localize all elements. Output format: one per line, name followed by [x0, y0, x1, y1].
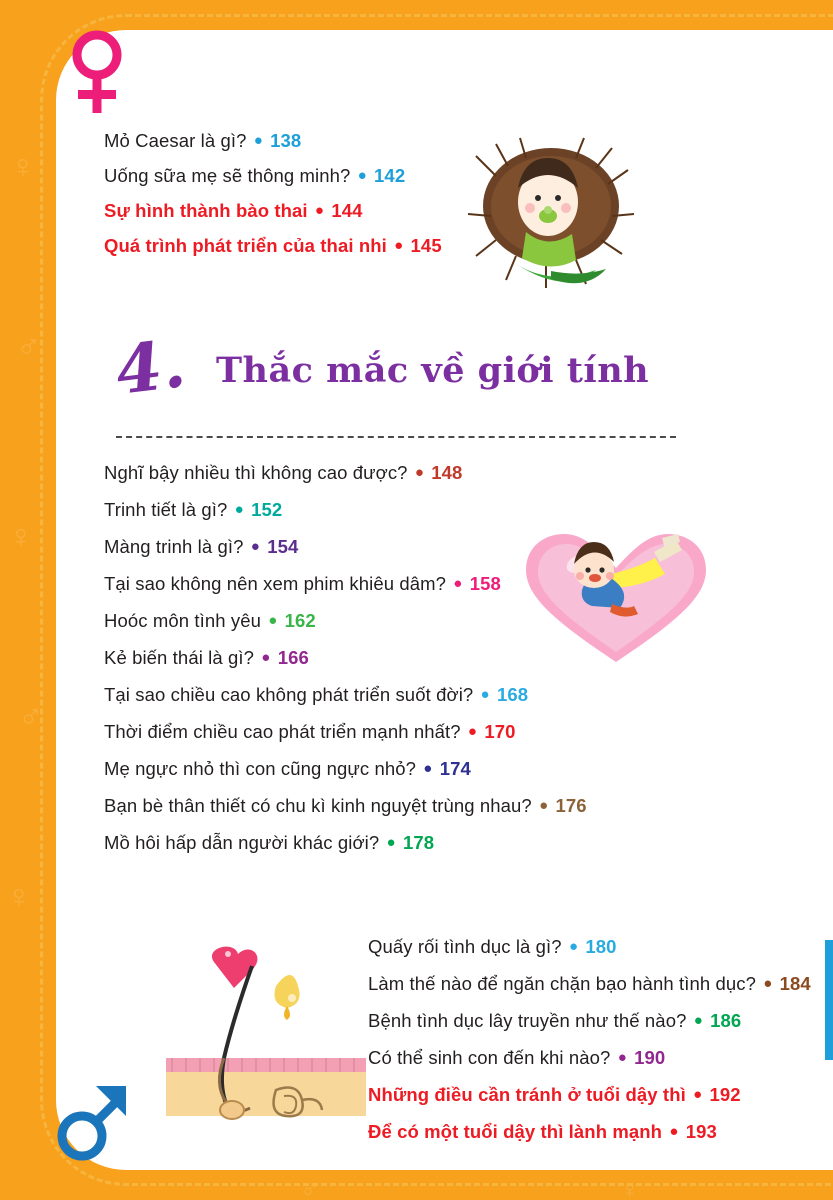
child-lying-on-heart-illustration	[516, 512, 716, 672]
background-male-symbol: ♂	[18, 698, 44, 736]
toc-entry-title: Để có một tuổi dậy thì lành mạnh	[368, 1121, 663, 1142]
toc-entry[interactable]	[104, 758, 587, 780]
toc-entry-title: Làm thế nào để ngăn chặn bạo hành tình dục?	[368, 973, 756, 994]
toc-entry-title: Bạn bè thân thiết có chu kì kinh nguyệt trùng nhau?	[104, 795, 532, 816]
toc-entry-title: Uống sữa mẹ sẽ thông minh?	[104, 165, 351, 186]
toc-entry-title: Thời điểm chiều cao phát triển mạnh nhất?	[104, 721, 461, 742]
toc-entry[interactable]	[368, 936, 811, 958]
bullet-dot-icon: ●	[268, 612, 278, 629]
toc-entry-page: 145	[410, 235, 442, 256]
toc-entry-title: Hoóc môn tình yêu	[104, 610, 261, 631]
bullet-dot-icon: ●	[261, 649, 271, 666]
bullet-dot-icon: ●	[617, 1049, 627, 1066]
toc-entry[interactable]	[104, 462, 587, 484]
toc-entry[interactable]	[104, 165, 442, 187]
toc-entry-page: 166	[277, 647, 309, 668]
toc-entry-page: 154	[267, 536, 299, 557]
toc-entry-page: 168	[496, 684, 529, 705]
toc-entry-page: 148	[431, 462, 463, 483]
toc-entry-page: 138	[270, 130, 302, 151]
toc-entry[interactable]	[104, 721, 587, 743]
toc-entry-title: Bệnh tình dục lây truyền như thế nào?	[368, 1010, 687, 1031]
toc-entry-title: Quấy rối tình dục là gì?	[368, 936, 562, 957]
toc-entry-page: 186	[710, 1010, 742, 1031]
toc-entry[interactable]	[368, 1047, 811, 1069]
bullet-dot-icon: ●	[314, 202, 325, 219]
toc-entry-page: 142	[374, 165, 406, 186]
toc-entry-page: 190	[634, 1047, 666, 1068]
background-female-symbol: ♀	[8, 518, 34, 556]
bullet-dot-icon: ●	[253, 132, 263, 149]
chapter-number: 4.	[111, 324, 190, 410]
toc-entry[interactable]	[104, 235, 442, 257]
section-divider	[116, 436, 676, 438]
toc-entry-page: 192	[709, 1084, 741, 1105]
toc-group-bottom	[368, 936, 811, 1158]
toc-entry[interactable]	[104, 499, 587, 521]
background-female-symbol: ♀	[10, 148, 36, 186]
toc-entry-title: Mồ hôi hấp dẫn người khác giới?	[104, 832, 380, 853]
toc-entry-page: 162	[284, 610, 316, 631]
baby-in-cocoon-illustration	[456, 136, 646, 306]
bullet-dot-icon: ●	[467, 723, 478, 740]
bullet-dot-icon: ●	[480, 686, 490, 703]
toc-entry-page: 180	[585, 936, 617, 957]
toc-entry[interactable]	[104, 832, 587, 854]
toc-entry-page: 178	[402, 832, 435, 853]
toc-entry[interactable]	[104, 200, 442, 222]
toc-entry-title: Nghĩ bậy nhiều thì không cao được?	[104, 462, 408, 483]
toc-entry[interactable]	[368, 1121, 811, 1143]
toc-entry-title: Mẹ ngực nhỏ thì con cũng ngực nhỏ?	[104, 758, 417, 779]
bullet-dot-icon: ●	[539, 797, 549, 814]
toc-group-top	[104, 130, 442, 270]
toc-entry-page: 144	[331, 200, 363, 221]
background-male-symbol: ♂	[16, 328, 42, 366]
toc-entry-title: Màng trinh là gì?	[104, 536, 244, 557]
toc-entry[interactable]	[368, 1084, 811, 1106]
toc-entry-title: Những điều cần tránh ở tuổi dậy thì	[368, 1084, 686, 1105]
bullet-dot-icon: ●	[386, 834, 396, 851]
background-male-symbol: ♂	[300, 1174, 320, 1200]
bullet-dot-icon: ●	[357, 167, 367, 184]
bullet-dot-icon: ●	[423, 760, 433, 777]
toc-entry[interactable]	[104, 647, 587, 669]
bullet-dot-icon: ●	[568, 938, 579, 955]
toc-entry[interactable]	[104, 536, 587, 558]
chapter-heading	[111, 324, 736, 424]
table-of-contents	[96, 130, 811, 1160]
toc-entry[interactable]	[368, 973, 811, 995]
toc-entry-page: 152	[251, 499, 283, 520]
background-female-symbol: ♀	[620, 1174, 640, 1200]
toc-entry-page: 176	[555, 795, 587, 816]
toc-entry-title: Có thể sinh con đến khi nào?	[368, 1047, 611, 1068]
toc-group-middle	[104, 462, 587, 869]
bullet-dot-icon: ●	[669, 1123, 679, 1140]
toc-entry-title: Kẻ biến thái là gì?	[104, 647, 255, 668]
toc-entry-page: 158	[469, 573, 501, 594]
bullet-dot-icon: ●	[453, 575, 463, 592]
toc-entry-title: Trinh tiết là gì?	[104, 499, 228, 520]
toc-entry-page: 170	[484, 721, 516, 742]
toc-entry-title: Tại sao chiều cao không phát triển suốt đời?	[104, 684, 474, 705]
background-female-symbol: ♀	[6, 878, 32, 916]
bullet-dot-icon: ●	[414, 464, 424, 481]
bullet-dot-icon: ●	[693, 1086, 703, 1103]
bullet-dot-icon: ●	[763, 975, 773, 992]
bullet-dot-icon: ●	[394, 237, 404, 254]
toc-entry[interactable]	[104, 684, 587, 706]
next-page-edge	[825, 940, 833, 1060]
toc-entry-page: 174	[439, 758, 471, 779]
toc-entry[interactable]	[104, 610, 587, 632]
toc-entry[interactable]	[104, 573, 587, 595]
chapter-title: Thắc mắc về giới tính	[216, 350, 650, 391]
hair-follicle-skin-cross-section-illustration	[156, 940, 376, 1140]
toc-entry-page: 184	[779, 973, 811, 994]
toc-entry-title: Mỏ Caesar là gì?	[104, 130, 247, 151]
toc-entry[interactable]	[104, 795, 587, 817]
toc-entry-title: Tại sao không nên xem phim khiêu dâm?	[104, 573, 447, 594]
bullet-dot-icon: ●	[693, 1012, 703, 1029]
toc-entry[interactable]	[368, 1010, 811, 1032]
toc-entry-title: Sự hình thành bào thai	[104, 200, 308, 221]
toc-entry[interactable]	[104, 130, 442, 152]
toc-entry-page: 193	[685, 1121, 717, 1142]
bullet-dot-icon: ●	[234, 501, 244, 518]
female-gender-symbol-icon	[62, 30, 132, 116]
toc-entry-title: Quá trình phát triển của thai nhi	[104, 235, 387, 256]
bullet-dot-icon: ●	[250, 538, 260, 555]
